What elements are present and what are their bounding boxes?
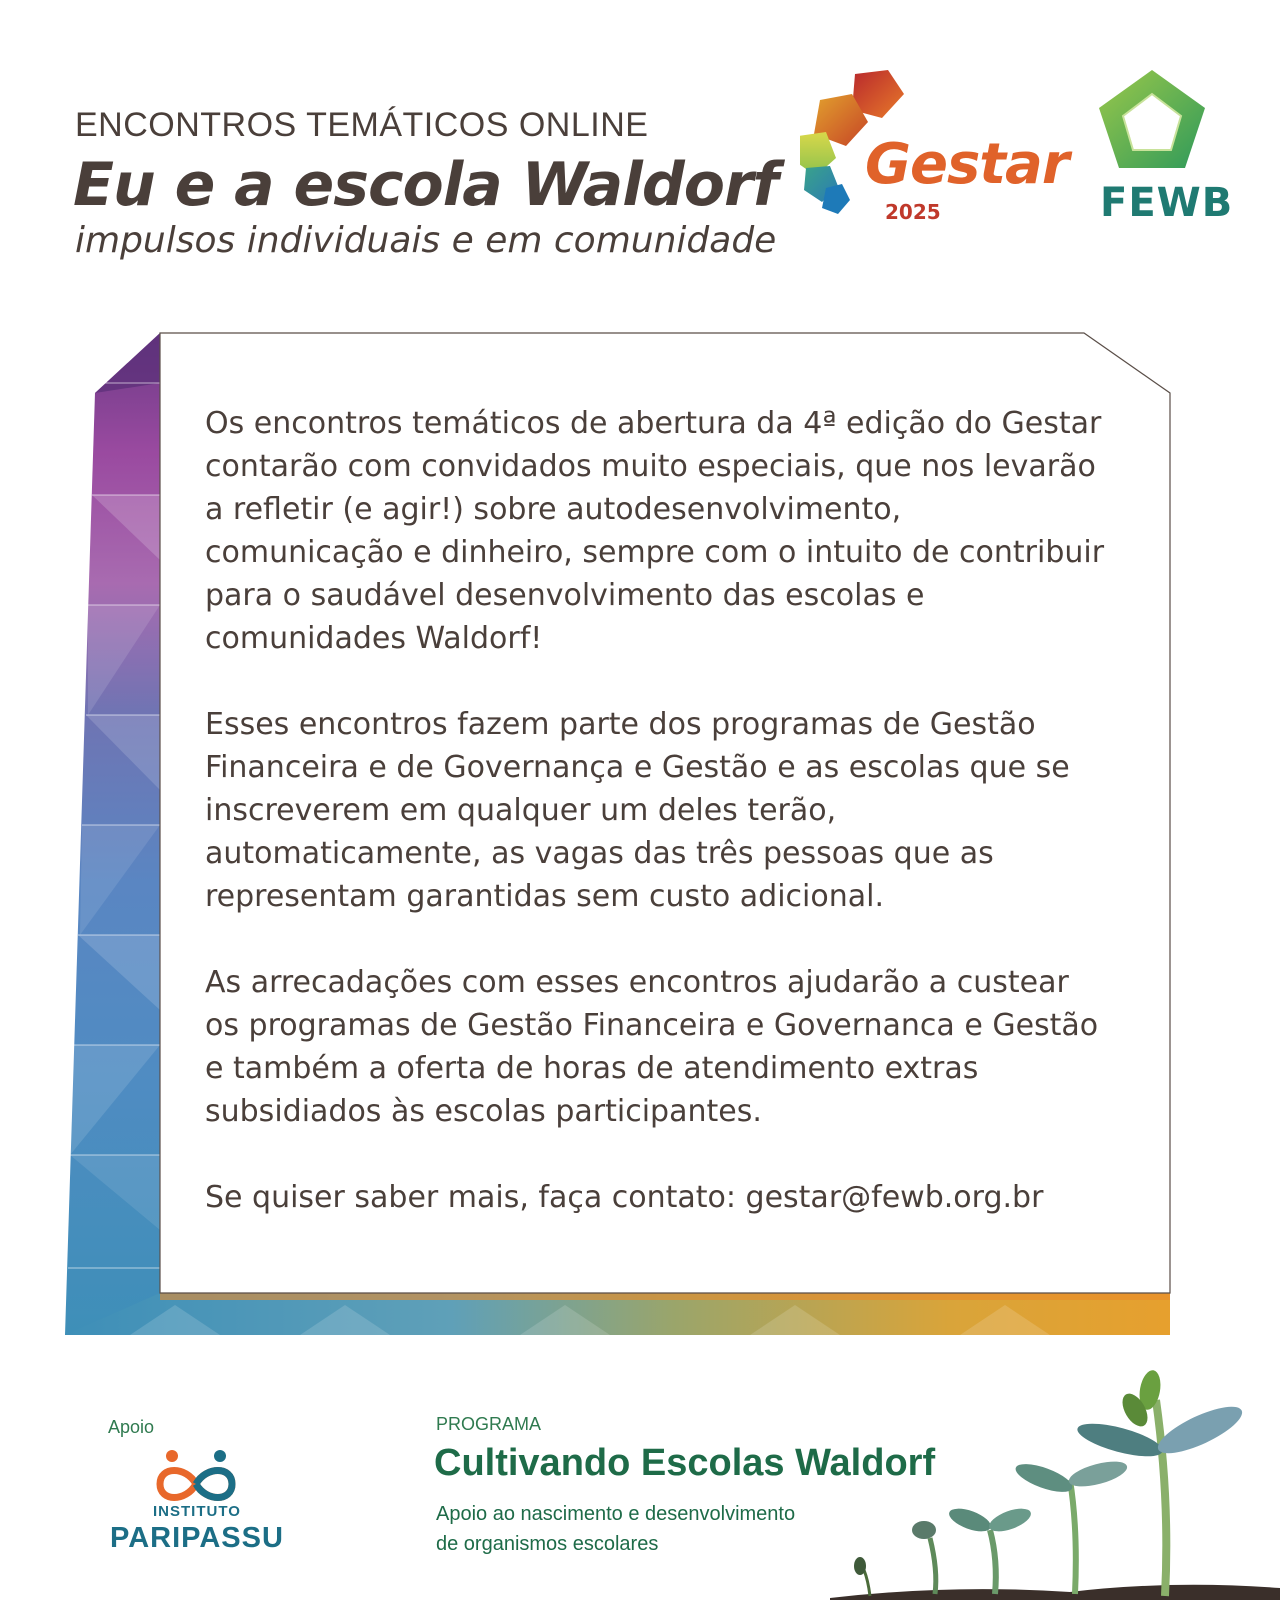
paragraph-programs: Esses encontros fazem parte dos programas de Gestão Financeira e de Governança e Gestão e as escolas que se inscreverem em qualquer um deles terão, automaticamente, as vagas das três pessoas que as representam garantidas sem custo adicional. bbox=[205, 707, 1070, 914]
fewb-wordmark: FEWB bbox=[1100, 180, 1234, 226]
programa-subtitle bbox=[436, 1499, 856, 1559]
paripassu-label: PARIPASSU bbox=[110, 1522, 284, 1554]
page-title: Eu e a escola Waldorf bbox=[73, 150, 778, 220]
page-subtitle: impulsos individuais e em comunidade bbox=[75, 220, 777, 261]
paragraph-intro: Os encontros temáticos de abertura da 4ª edição do Gestar contarão com convidados muito especiais, que nos levarão a refletir (e agir!) sobre autodesenvolvimento, comunicação e dinheiro, sempre com o intuito de contribuir para o saudável desenvolvimento das escolas e comunidades Waldorf! bbox=[205, 406, 1105, 656]
instituto-label: INSTITUTO bbox=[153, 1503, 241, 1520]
header-kicker: ENCONTROS TEMÁTICOS ONLINE bbox=[75, 106, 649, 144]
gestar-wordmark: Gestar bbox=[865, 132, 1069, 197]
programa-title: Cultivando Escolas Waldorf bbox=[434, 1442, 936, 1484]
paragraph-funding: As arrecadações com esses encontros ajudarão a custear os programas de Gestão Financeira e Governanca e Gestão e também a oferta de horas de atendimento extras subsidiados às escolas participantes. bbox=[205, 965, 1099, 1129]
apoio-label: Apoio bbox=[108, 1417, 155, 1437]
programa-label: PROGRAMA bbox=[436, 1414, 542, 1434]
paripassu-infinity-icon bbox=[152, 1448, 240, 1506]
paragraph-contact: Se quiser saber mais, faça contato: gestar@fewb.org.br bbox=[205, 1180, 1044, 1215]
body-text bbox=[205, 402, 1105, 1262]
programa-subtitle-line-1: Apoio ao nascimento e desenvolvimento bbox=[436, 1503, 796, 1525]
gestar-year: 2025 bbox=[885, 200, 941, 224]
programa-subtitle-line-2: de organismos escolares bbox=[436, 1533, 659, 1555]
sprouts-illustration-icon bbox=[830, 1370, 1280, 1600]
